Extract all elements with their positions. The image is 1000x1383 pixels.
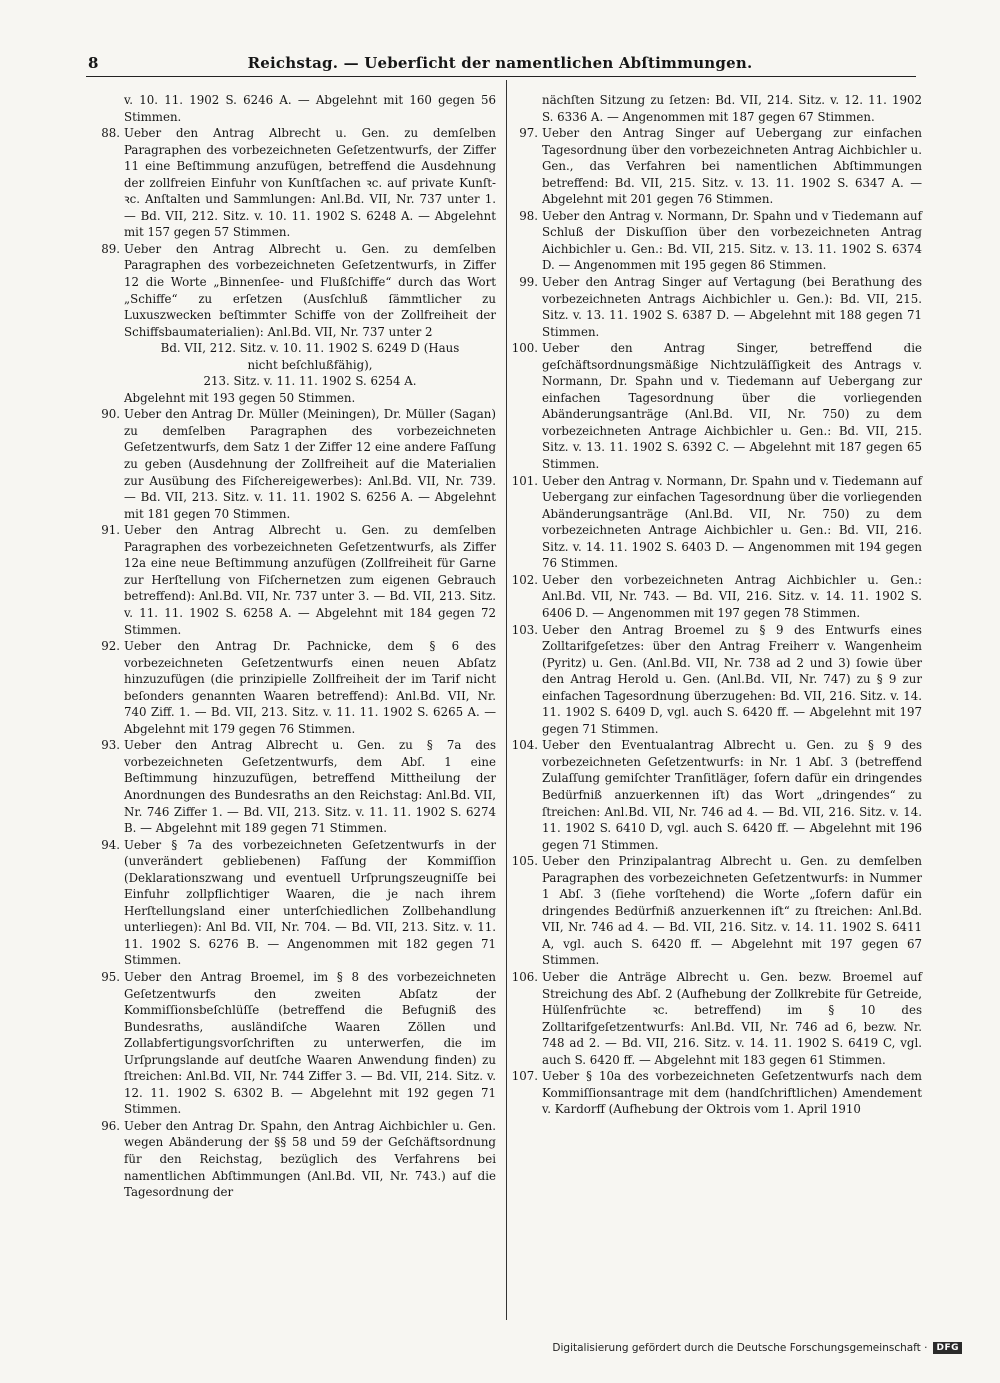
continuation-text: v. 10. 11. 1902 S. 6246 A. — Abgelehnt mit 160 gegen 56 Stimmen. (124, 93, 496, 124)
entry-89-result: Abgelehnt mit 193 gegen 50 Stimmen. (124, 390, 356, 405)
left-column (100, 92, 496, 1201)
entry-number: 93. (101, 738, 120, 753)
entry-90 (100, 406, 496, 522)
right-column (511, 92, 922, 1118)
entry-number: 92. (101, 639, 120, 654)
entry-number: 97. (519, 126, 538, 141)
entry-102 (511, 572, 922, 622)
entry-94 (100, 837, 496, 969)
entry-text: Ueber den Antrag Dr. Pachnicke, dem § 6 des vorbezeichneten Geſetzentwurfs einen neuen Abſatz hinzuzufügen (die prinzipielle Zollfreiheit der im Tarif nicht beſonders genannten Waaren betreffend): Anl.Bd. VII, Nr. 740 Ziff. 1. — Bd. VII, 213. Sitz. v. 11. 11. 1902 S. 6265 A. — Abgelehnt mit 179 gegen 76 Stimmen. (124, 639, 496, 736)
entry-107 (511, 1068, 922, 1118)
entry-91 (100, 522, 496, 638)
entry-88 (100, 125, 496, 241)
entry-text: Ueber die Anträge Albrecht u. Gen. bezw. Broemel auf Streichung des Abſ. 2 (Aufhebung der Zollkrebite für Getreide, Hülſenfrüchte ꝛc. betreffend) im § 10 des Zolltarifgeſetzentwurfs: Anl.Bd. VII, Nr. 746 ad 6, bezw. Nr. 748 ad 2. — Bd. VII, 216. Sitz. v. 14. 11. 1902 S. 6419 C, vgl. auch S. 6420 ff. — Abgelehnt mit 183 gegen 61 Stimmen. (542, 969, 922, 1067)
entry-text: Ueber den Antrag Albrecht u. Gen. zu § 7a des vorbezeichneten Geſetzentwurfs, dem Abſ. 1 eine Beſtimmung hinzuzufügen, betreffend Mittheilung der Anordnungen des Bundesraths an den Reichstag: Anl.Bd. VII, Nr. 746 Ziffer 1. — Bd. VII, 213. Sitz. v. 11. 11. 1902 S. 6274 B. — Abgelehnt mit 189 gegen 71 Stimmen. (124, 738, 496, 836)
page-header (88, 54, 912, 76)
page-number: 8 (88, 54, 99, 72)
entry-number: 99. (519, 275, 538, 290)
entry-text: Ueber § 7a des vorbezeichneten Geſetzentwurfs in der (unverändert gebliebenen) Faſſung der Kommiſſion (Deklarationszwang und eventuell Urſprungszeugniſſe bei Einfuhr zollpflichtiger Waaren, die je nach ihrem Herſtellungsland einer unterſchiedlichen Zollbehandlung unterliegen): Anl Bd. VII, Nr. 704. — Bd. VII, 213. Sitz. v. 11. 11. 1902 S. 6276 B. — Angenommen mit 182 gegen 71 Stimmen. (124, 837, 496, 968)
entry-number: 107. (511, 1069, 538, 1084)
entry-text: Ueber den Antrag Dr. Spahn, den Antrag Aichbichler u. Gen. wegen Abänderung der §§ 58 und 59 der Geſchäftsordnung für den Reichstag, bezüglich des Verfahrens bei namentlichen Abſtimmungen (Anl.Bd. VII, Nr. 743.) auf die Tagesordnung der (124, 1118, 496, 1200)
entry-96 (100, 1118, 496, 1201)
entry-text: Ueber den vorbezeichneten Antrag Aichbichler u. Gen.: Anl.Bd. VII, Nr. 743. — Bd. VII, 216. Sitz. v. 14. 11. 1902 S. 6406 D. — Angenommen mit 197 gegen 78 Stimmen. (542, 572, 922, 620)
entry-number: 96. (101, 1118, 120, 1133)
entry-number: 101. (511, 473, 538, 488)
entry-98 (518, 208, 922, 274)
page-title: Reichstag. — Ueberſicht der namentlichen Abſtimmungen. (247, 54, 753, 72)
entry-104 (511, 737, 922, 853)
entry-number: 104. (511, 738, 538, 753)
entry-number: 88. (101, 126, 120, 141)
entry-text: Ueber den Eventualantrag Albrecht u. Gen. zu § 9 des vorbezeichneten Geſetzentwurfs: in Nr. 1 Abſ. 3 (betreffend Zulaſſung gemiſchter Tranſitläger, ſofern dafür ein dringendes Bedürfniß anzuerkennen iſt) das Wort „dringendes“ zu ſtreichen: Anl.Bd. VII, Nr. 746 ad 4. — Bd. VII, 216. Sitz. v. 14. 11. 1902 S. 6410 D, vgl. auch S. 6420 ff. — Abgelehnt mit 196 gegen 71 Stimmen. (542, 738, 922, 852)
header-rule (86, 76, 916, 77)
continuation-text: nächſten Sitzung zu ſetzen: Bd. VII, 214. Sitz. v. 12. 11. 1902 S. 6336 A. — Angenommen mit 187 gegen 67 Stimmen. (542, 93, 922, 124)
column-divider (506, 80, 507, 1320)
entry-105 (511, 853, 922, 969)
entry-89-citation-1: Bd. VII, 212. Sitz. v. 10. 11. 1902 S. 6249 D (Haus (160, 341, 460, 356)
entry-text: Ueber den Antrag Broemel, im § 8 des vorbezeichneten Geſetzentwurfs den zweiten Abſatz der Kommiſſionsbeſchlüſſe (betreffend die Befugniß des Bundesraths, ausländiſche Waaren Zöllen und Zollabfertigungsvorſchriften zu unterwerfen, die im Urſprungslande auf deutſche Waaren Anwendung finden) zu ſtreichen: Anl.Bd. VII, Nr. 744 Ziffer 3. — Bd. VII, 214. Sitz. v. 12. 11. 1902 S. 6302 B. — Abgelehnt mit 192 gegen 71 Stimmen. (124, 969, 496, 1117)
entry-number: 105. (511, 854, 538, 869)
footer-text: Digitalisierung gefördert durch die Deutsche Forschungsgemeinschaft · (552, 1342, 928, 1354)
entry-92 (100, 638, 496, 737)
entry-number: 98. (519, 208, 538, 223)
entry-93 (100, 737, 496, 836)
entry-106 (511, 969, 922, 1068)
entry-number: 90. (101, 407, 120, 422)
entry-number: 95. (101, 969, 120, 984)
entry-number: 89. (101, 241, 120, 256)
entry-number: 103. (511, 622, 538, 637)
entry-95 (100, 969, 496, 1118)
entry-number: 100. (511, 341, 538, 356)
entry-text: Ueber den Antrag v. Normann, Dr. Spahn und v Tiedemann auf Schluß der Diskuſſion über den vorbezeichneten Antrag Aichbichler u. Gen.: Bd. VII, 215. Sitz. v. 13. 11. 1902 S. 6374 D. — Angenommen mit 195 gegen 86 Stimmen. (542, 208, 922, 273)
entry-text: Ueber den Antrag Singer auf Vertagung (bei Berathung des vorbezeichneten Antrags Aichbichler u. Gen.): Bd. VII, 215. Sitz. v. 13. 11. 1902 S. 6387 D. — Abgelehnt mit 188 gegen 71 Stimmen. (542, 275, 922, 339)
entry-89 (100, 241, 496, 406)
entry-number: 94. (101, 837, 120, 852)
entry-text: Ueber den Antrag Singer auf Uebergang zur einfachen Tagesordnung über den vorbezeichneten Antrag Aichbichler u. Gen., das Verfahren bei namentlichen Abſtimmungen betreffend: Bd. VII, 215. Sitz. v. 13. 11. 1902 S. 6347 A. — Abgelehnt mit 201 gegen 76 Stimmen. (542, 126, 922, 207)
dfg-logo-icon: DFG (933, 1342, 962, 1354)
entry-101 (511, 473, 922, 572)
entry-text: Ueber den Antrag Dr. Müller (Meiningen), Dr. Müller (Sagan) zu demſelben Paragraphen des vorbezeichneten Geſetzentwurfs, dem Satz 1 der Ziffer 12 eine andere Faſſung zu geben (Ausdehnung der Zollfreiheit auf die Materialien zur Ausübung des Fiſchereigewerbes): Anl.Bd. VII, Nr. 739. — Bd. VII, 213. Sitz. v. 11. 11. 1902 S. 6256 A. — Abgelehnt mit 181 gegen 70 Stimmen. (124, 407, 496, 521)
entry-103 (511, 622, 922, 738)
entry-100 (511, 340, 922, 472)
entry-text: Ueber den Antrag v. Normann, Dr. Spahn und v. Tiedemann auf Uebergang zur einfachen Tagesordnung über die vorliegenden Abänderungsanträge (Anl.Bd. VII, Nr. 750) zu dem vorbezeichneten Antrage Aichbichler u. Gen.: Bd. VII, 216. Sitz. v. 14. 11. 1902 S. 6403 D. — Angenommen mit 194 gegen 76 Stimmen. (542, 473, 922, 571)
entry-text: Ueber den Antrag Albrecht u. Gen. zu demſelben Paragraphen des vorbezeichneten Geſetzentwurfs, als Ziffer 12a eine neue Beſtimmung anzufügen (Zollfreiheit für Garne zur Herſtellung von Fiſchernetzen zum eigenen Gebrauch betreffend): Anl.Bd. VII, Nr. 737 unter 3. — Bd. VII, 213. Sitz. v. 11. 11. 1902 S. 6258 A. — Abgelehnt mit 184 gegen 72 Stimmen. (124, 523, 496, 637)
entry-99 (518, 274, 922, 340)
entry-number: 106. (511, 969, 538, 984)
entry-97 (518, 125, 922, 208)
entry-89-citation-2: nicht beſchlußfähig), (247, 357, 373, 372)
digitization-footer (552, 1342, 962, 1354)
entry-text: Ueber den Antrag Albrecht u. Gen. zu demſelben Paragraphen des vorbezeichneten Geſetzentwurfs, in Ziffer 12 die Worte „Binnenſee- und Flußſchiffe“ durch das Wort „Schiffe“ zu erſetzen (Ausſchluß ſämmtlicher zu Luxuszwecken beſtimmter Schiffe von der Zollfreiheit der Schiffsbaumaterialien): Anl.Bd. VII, Nr. 737 unter 2 (124, 241, 496, 339)
entry-text: Ueber den Prinzipalantrag Albrecht u. Gen. zu demſelben Paragraphen des vorbezeichneten Geſetzentwurfs: in Nummer 1 Abſ. 3 (ſiehe vorſtehend) die Worte „ſofern dafür ein dringendes Bedürfniß anzuerkennen iſt“ zu ſtreichen: Anl.Bd. VII, Nr. 746 ad 4. — Bd. VII, 216. Sitz. v. 14. 11. 1902 S. 6411 A, vgl. auch S. 6420 ff. — Abgelehnt mit 197 gegen 67 Stimmen. (542, 854, 922, 968)
entry-text: Ueber den Antrag Broemel zu § 9 des Entwurfs eines Zolltarifgeſetzes: über den Antrag Freiherr v. Wangenheim (Pyritz) u. Gen. (Anl.Bd. VII, Nr. 738 ad 2 und 3) ſowie über den Antrag Herold u. Gen. (Anl.Bd. VII, Nr. 747) zu § 9 zur einfachen Tagesordnung überzugehen: Bd. VII, 216. Sitz. v. 14. 11. 1902 S. 6409 D, vgl. auch S. 6420 ff. — Abgelehnt mit 197 gegen 71 Stimmen. (542, 622, 922, 736)
entry-text: Ueber den Antrag Albrecht u. Gen. zu demſelben Paragraphen des vorbezeichneten Geſetzentwurfs, der Ziffer 11 eine Beſtimmung anzufügen, betreffend die Ausdehnung der zollfreien Einfuhr von Kunſtſachen ꝛc. auf private Kunſt- ꝛc. Anſtalten und Sammlungen: Anl.Bd. VII, Nr. 737 unter 1. — Bd. VII, 212. Sitz. v. 10. 11. 1902 S. 6248 A. — Abgelehnt mit 157 gegen 57 Stimmen. (124, 126, 496, 240)
entry-text: Ueber § 10a des vorbezeichneten Geſetzentwurfs nach dem Kommiſſionsantrage mit dem (handſchriftlichen) Amendement v. Kardorff (Aufhebung der Oktrois vom 1. April 1910 (542, 1069, 922, 1117)
entry-89-citation-3: 213. Sitz. v. 11. 11. 1902 S. 6254 A. (203, 374, 417, 389)
entry-number: 102. (511, 572, 538, 587)
entry-text: Ueber den Antrag Singer, betreffend die geſchäftsordnungsmäßige Nichtzuläſſigkeit des Antrags v. Normann, Dr. Spahn und v. Tiedemann auf Uebergang zur einfachen Tagesordnung über die vorliegenden Abänderungsanträge (Anl.Bd. VII, Nr. 750) zu dem vorbezeichneten Antrage Aichbichler u. Gen.: Bd. VII, 215. Sitz. v. 13. 11. 1902 S. 6392 C. — Abgelehnt mit 187 gegen 65 Stimmen. (542, 341, 922, 472)
entry-number: 91. (101, 523, 120, 538)
